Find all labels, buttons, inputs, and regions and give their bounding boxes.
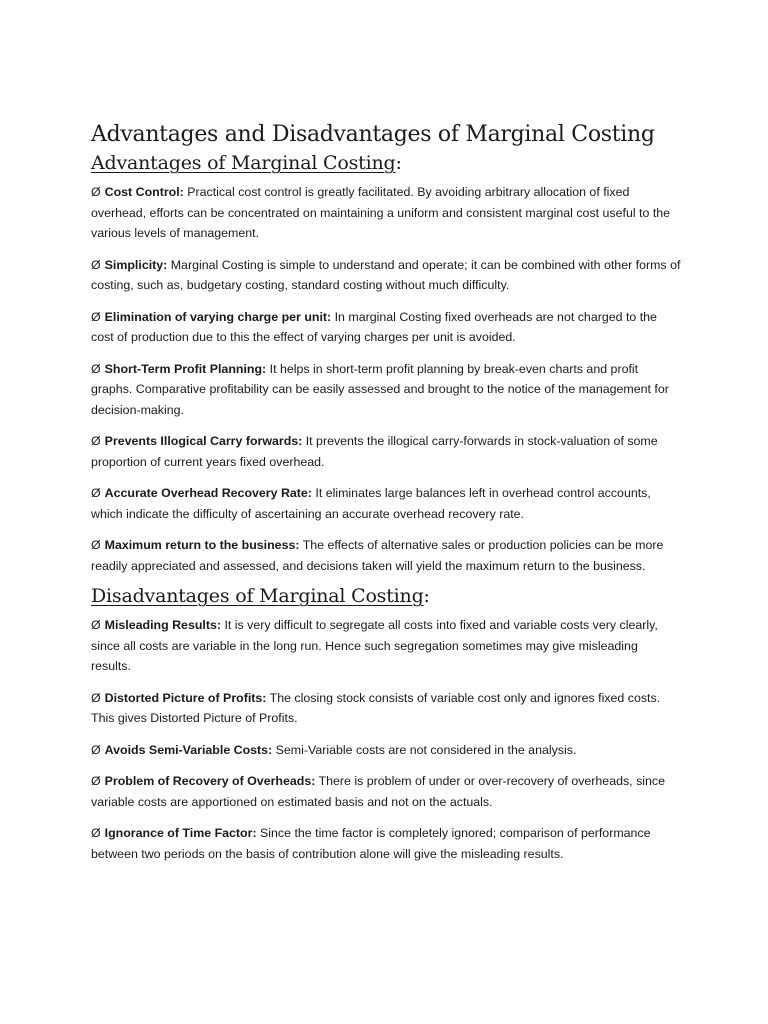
bullet-symbol: Ø [91, 434, 101, 448]
item-description: In marginal Costing fixed overheads are not charged to the cost of production due to this the effect of varying charges per unit is avoided. [91, 309, 657, 344]
bullet-symbol: Ø [91, 774, 101, 788]
disadvantage-item [91, 771, 681, 812]
disadvantage-item [91, 740, 681, 761]
advantages-heading [91, 150, 681, 176]
item-description: There is problem of under or over-recovery of overheads, since variable costs are apportioned on estimated basis and not on the actuals. [91, 774, 665, 809]
disadvantages-heading-colon: : [423, 585, 430, 607]
item-term: Simplicity: [104, 257, 168, 272]
bullet-symbol: Ø [91, 486, 101, 500]
advantage-item [91, 535, 681, 576]
item-term: Maximum return to the business: [104, 538, 300, 552]
item-description: It helps in short-term profit planning by break-even charts and profit graphs. Comparative profitability can be easily assessed and brought to the notice of the management for decision-making. [91, 361, 669, 417]
item-term: Problem of Recovery of Overheads: [104, 774, 316, 788]
document-page [91, 120, 681, 875]
item-description: It prevents the illogical carry-forwards in stock-valuation of some proportion of current years fixed overhead. [91, 434, 658, 469]
bullet-symbol: Ø [91, 826, 101, 840]
bullet-symbol: Ø [91, 618, 101, 632]
bullet-symbol: Ø [91, 185, 101, 199]
item-term: Short-Term Profit Planning: [104, 361, 267, 376]
advantages-list [91, 182, 681, 576]
disadvantage-item [91, 688, 681, 729]
item-description: The effects of alternative sales or production policies can be more readily appreciated and assessed, and decisions taken will yield the maximum return to the business. [91, 538, 664, 573]
item-description: Practical cost control is greatly facilitated. By avoiding arbitrary allocation of fixed overhead, efforts can be concentrated on maintaining a uniform and consistent marginal cost useful to the various levels of management. [91, 185, 671, 240]
advantage-item [91, 255, 681, 296]
advantages-heading-colon: : [395, 152, 402, 174]
bullet-symbol: Ø [91, 538, 101, 552]
item-description: It is very difficult to segregate all costs into fixed and variable costs very clearly, since all costs are variable in the long run. Hence such segregation sometimes may give misleading results. [91, 618, 658, 673]
item-description: It eliminates large balances left in overhead control accounts, which indicate the difficulty of ascertaining an accurate overhead recovery rate. [91, 486, 651, 521]
bullet-symbol: Ø [91, 690, 101, 705]
bullet-symbol: Ø [91, 309, 101, 324]
item-term: Cost Control: [104, 185, 184, 199]
advantage-item [91, 359, 681, 421]
bullet-symbol: Ø [91, 361, 101, 376]
bullet-symbol: Ø [91, 257, 101, 272]
item-term: Prevents Illogical Carry forwards: [104, 434, 303, 448]
item-description: Marginal Costing is simple to understand and operate; it can be combined with other forms of costing, such as, budgetary costing, standard costing without much difficulty. [91, 257, 681, 292]
item-term: Accurate Overhead Recovery Rate: [104, 486, 312, 500]
item-term: Elimination of varying charge per unit: [104, 309, 332, 324]
advantage-item [91, 431, 681, 472]
bullet-symbol: Ø [91, 742, 101, 757]
advantage-item [91, 483, 681, 524]
page-title: Advantages and Disadvantages of Marginal Costing [91, 122, 655, 147]
disadvantage-item [91, 823, 681, 864]
item-term: Misleading Results: [104, 618, 221, 632]
disadvantage-item [91, 615, 681, 677]
item-term: Avoids Semi-Variable Costs: [104, 742, 273, 757]
item-description: The closing stock consists of variable cost only and ignores fixed costs. This gives Distorted Picture of Profits. [91, 690, 661, 725]
disadvantages-list [91, 615, 681, 864]
advantage-item [91, 307, 681, 348]
item-description: Since the time factor is completely ignored; comparison of performance between two periods on the basis of contribution alone will give the misleading results. [91, 826, 651, 861]
item-term: Distorted Picture of Profits: [104, 690, 267, 705]
item-description: Semi-Variable costs are not considered in the analysis. [272, 742, 577, 757]
item-term: Ignorance of Time Factor: [104, 826, 257, 840]
disadvantages-heading [91, 583, 681, 609]
advantage-item [91, 182, 681, 244]
advantages-heading-text: Advantages of Marginal Costing [91, 152, 396, 174]
disadvantages-heading-text: Disadvantages of Marginal Costing [91, 585, 424, 607]
